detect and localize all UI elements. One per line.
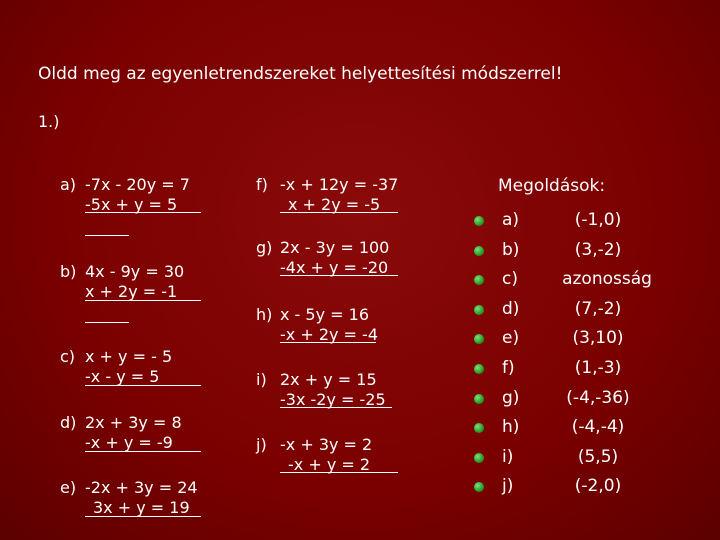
bullet-icon (474, 275, 484, 285)
bullet-icon (474, 246, 484, 256)
system-e (60, 478, 210, 522)
equation-line-2: -4x + y = -20 (280, 258, 389, 277)
solution-letter: g) (502, 387, 520, 408)
equation-line-1: x + y = - 5 (85, 347, 173, 366)
equation-line-1: -x + 12y = -37 (280, 175, 399, 194)
solution-item (474, 417, 674, 447)
solution-value: (3,-2) (574, 239, 622, 260)
solution-item (474, 240, 674, 270)
solution-letter: b) (502, 239, 520, 260)
system-letter: g) (256, 238, 273, 257)
bullet-icon (474, 305, 484, 315)
equation-line-1: 4x - 9y = 30 (85, 262, 185, 281)
underline (280, 212, 398, 213)
solution-value: (7,-2) (574, 298, 622, 319)
equation-line-2: -x - y = 5 (85, 367, 160, 386)
instruction-title: Oldd meg az egyenletrendszereket helyettesítési módszerrel! (38, 64, 563, 84)
solution-value: (-4,-36) (566, 387, 630, 408)
underline (85, 300, 201, 301)
equation-line-2: -x + 2y = -4 (280, 325, 378, 344)
bullet-icon (474, 423, 484, 433)
equation-line-2: x + 2y = -1 (85, 282, 178, 301)
solution-item (474, 269, 674, 299)
underline (85, 451, 201, 452)
solution-item (474, 476, 674, 506)
equation-line-1: 2x - 3y = 100 (280, 238, 390, 257)
solution-item (474, 388, 674, 418)
underline (85, 516, 201, 517)
system-d (60, 413, 210, 457)
system-f (256, 175, 406, 219)
bullet-icon (474, 334, 484, 344)
solution-letter: a) (502, 210, 520, 230)
solution-value: (3,10) (572, 328, 624, 349)
equation-line-2: x + 2y = -5 (288, 195, 381, 214)
system-letter: e) (60, 478, 77, 497)
system-letter: f) (256, 175, 268, 194)
equation-line-2: -5x + y = 5 (85, 195, 178, 214)
solution-item (474, 447, 674, 477)
system-letter: b) (60, 262, 77, 281)
bullet-icon (474, 364, 484, 374)
bullet-icon (474, 453, 484, 463)
equation-line-1: -x + 3y = 2 (280, 435, 373, 454)
solutions-list (474, 210, 674, 506)
system-i (256, 370, 406, 414)
answer-line (85, 322, 129, 323)
system-j (256, 435, 406, 479)
solution-value: (5,5) (577, 446, 619, 467)
equation-line-2: -x + y = -9 (85, 433, 173, 452)
solution-item (474, 328, 674, 358)
bullet-icon (474, 482, 484, 492)
underline (280, 407, 392, 408)
equation-line-2: -3x -2y = -25 (280, 390, 386, 409)
system-letter: a) (60, 175, 77, 194)
solution-item (474, 210, 674, 240)
solution-letter: f) (502, 357, 515, 378)
system-a (60, 175, 210, 239)
system-letter: h) (256, 305, 273, 324)
system-g (256, 238, 406, 282)
solution-letter: e) (502, 328, 520, 349)
solutions-title: Megoldások: (498, 176, 606, 196)
solution-letter: h) (502, 417, 520, 438)
solution-value: (1,-3) (574, 357, 622, 378)
answer-line (85, 235, 129, 236)
underline (280, 472, 398, 473)
solution-value: (-2,0) (574, 476, 622, 497)
underline (280, 342, 376, 343)
equation-line-2: 3x + y = 19 (93, 498, 190, 517)
solution-value: azonosság (562, 269, 652, 290)
solution-letter: j) (502, 476, 514, 497)
solution-letter: d) (502, 298, 520, 319)
solution-letter: i) (502, 446, 514, 467)
system-b (60, 262, 210, 326)
system-letter: j) (256, 435, 267, 454)
bullet-icon (474, 216, 484, 226)
solution-item (474, 358, 674, 388)
system-c (60, 347, 210, 391)
system-letter: d) (60, 413, 77, 432)
system-letter: c) (60, 347, 76, 366)
underline (85, 385, 201, 386)
solution-item (474, 299, 674, 329)
bullet-icon (474, 394, 484, 404)
task-number: 1.) (38, 112, 60, 131)
solution-value: (-4,-4) (571, 417, 625, 438)
underline (280, 275, 398, 276)
solution-letter: c) (502, 269, 518, 290)
equation-line-2: -x + y = 2 (288, 455, 371, 474)
system-h (256, 305, 406, 349)
equation-line-1: x - 5y = 16 (280, 305, 369, 324)
solution-value: (-1,0) (574, 210, 622, 230)
equation-line-1: 2x + 3y = 8 (85, 413, 182, 432)
system-letter: i) (256, 370, 267, 389)
underline (85, 212, 201, 213)
equation-line-1: -2x + 3y = 24 (85, 478, 198, 497)
equation-line-1: 2x + y = 15 (280, 370, 377, 389)
equation-line-1: -7x - 20y = 7 (85, 175, 190, 194)
